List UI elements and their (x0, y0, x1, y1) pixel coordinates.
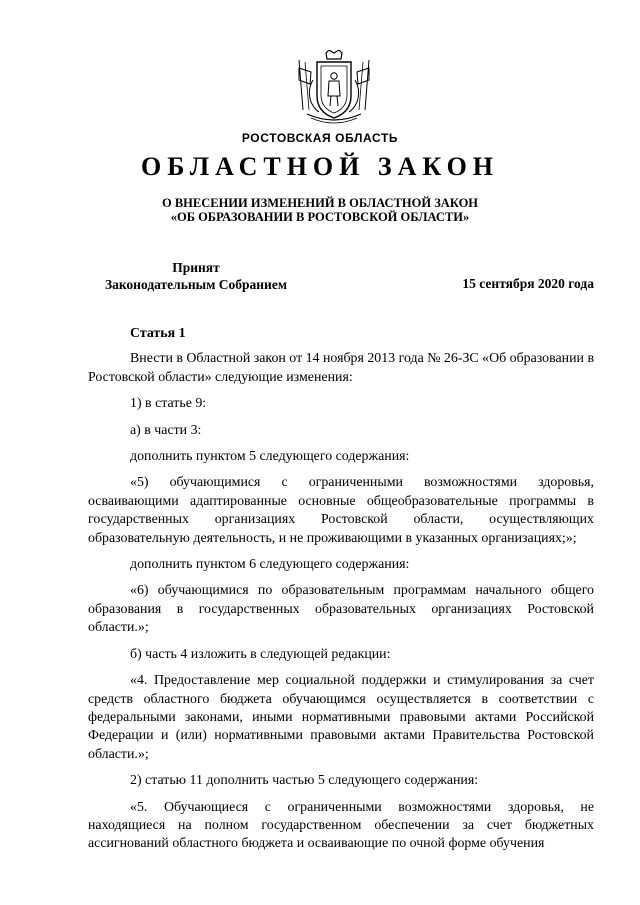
paragraph: б) часть 4 изложить в следующей редакции: (130, 646, 391, 662)
paragraph: дополнить пунктом 5 следующего содержания: (130, 449, 410, 465)
paragraph: Внести в Областной закон от 14 ноября 2013 года № 26-ЗС «Об образовании в Ростовской области» следующие изменения: (88, 351, 595, 385)
adopted-by: Законодательным Собранием (104, 277, 288, 292)
law-body (88, 325, 594, 862)
paragraph: «6) обучающимися по образовательным программам начального общего образования в государственных образовательных организациях Ростовской области.»; (88, 583, 594, 636)
article-heading: Статья 1 (130, 326, 186, 341)
law-subtitle-line: О ВНЕСЕНИИ ИЗМЕНЕНИЙ В ОБЛАСТНОЙ ЗАКОН (161, 196, 479, 210)
paragraph: «5. Обучающиеся с ограниченными возможностями здоровья, не находящиеся на полном государственном обеспечении за счет бюджетных ассигнований областного бюджета и осваивающие по очной форме обучения (88, 799, 594, 852)
law-subtitle-line: «ОБ ОБРАЗОВАНИИ В РОСТОВСКОЙ ОБЛАСТИ» (170, 210, 470, 224)
region-name: РОСТОВСКАЯ ОБЛАСТЬ (241, 131, 399, 145)
paragraph: «5) обучающимися с ограниченными возможностями здоровья, осваивающими адаптированные основные общеобразовательные программы в государственных организациях Ростовской области, осуществляющих образовательную деятельность, и не проживающими в указанных организациях;»; (88, 475, 594, 546)
adoption-date: 15 сентября 2020 года (462, 276, 594, 291)
paragraph: а) в части 3: (130, 422, 202, 438)
paragraph: 2) статью 11 дополнить частью 5 следующего содержания: (130, 773, 479, 789)
paragraph: дополнить пунктом 6 следующего содержания: (130, 557, 410, 573)
paragraph: 1) в статье 9: (130, 396, 207, 412)
adoption-authority (91, 259, 301, 293)
law-subtitle (0, 196, 640, 224)
coat-of-arms-icon (293, 50, 375, 126)
law-title: ОБЛАСТНОЙ ЗАКОН (140, 152, 500, 181)
paragraph: «4. Предоставление мер социальной поддержки и стимулирования за счет средств областного бюджета обучающимся осуществляется в соответствии с федеральными законами, иными нормативными правовыми актами Российской Федерации и (или) нормативными правовыми актами Правительства Ростовской области.»; (88, 673, 594, 762)
adopted-label: Принят (172, 260, 220, 275)
